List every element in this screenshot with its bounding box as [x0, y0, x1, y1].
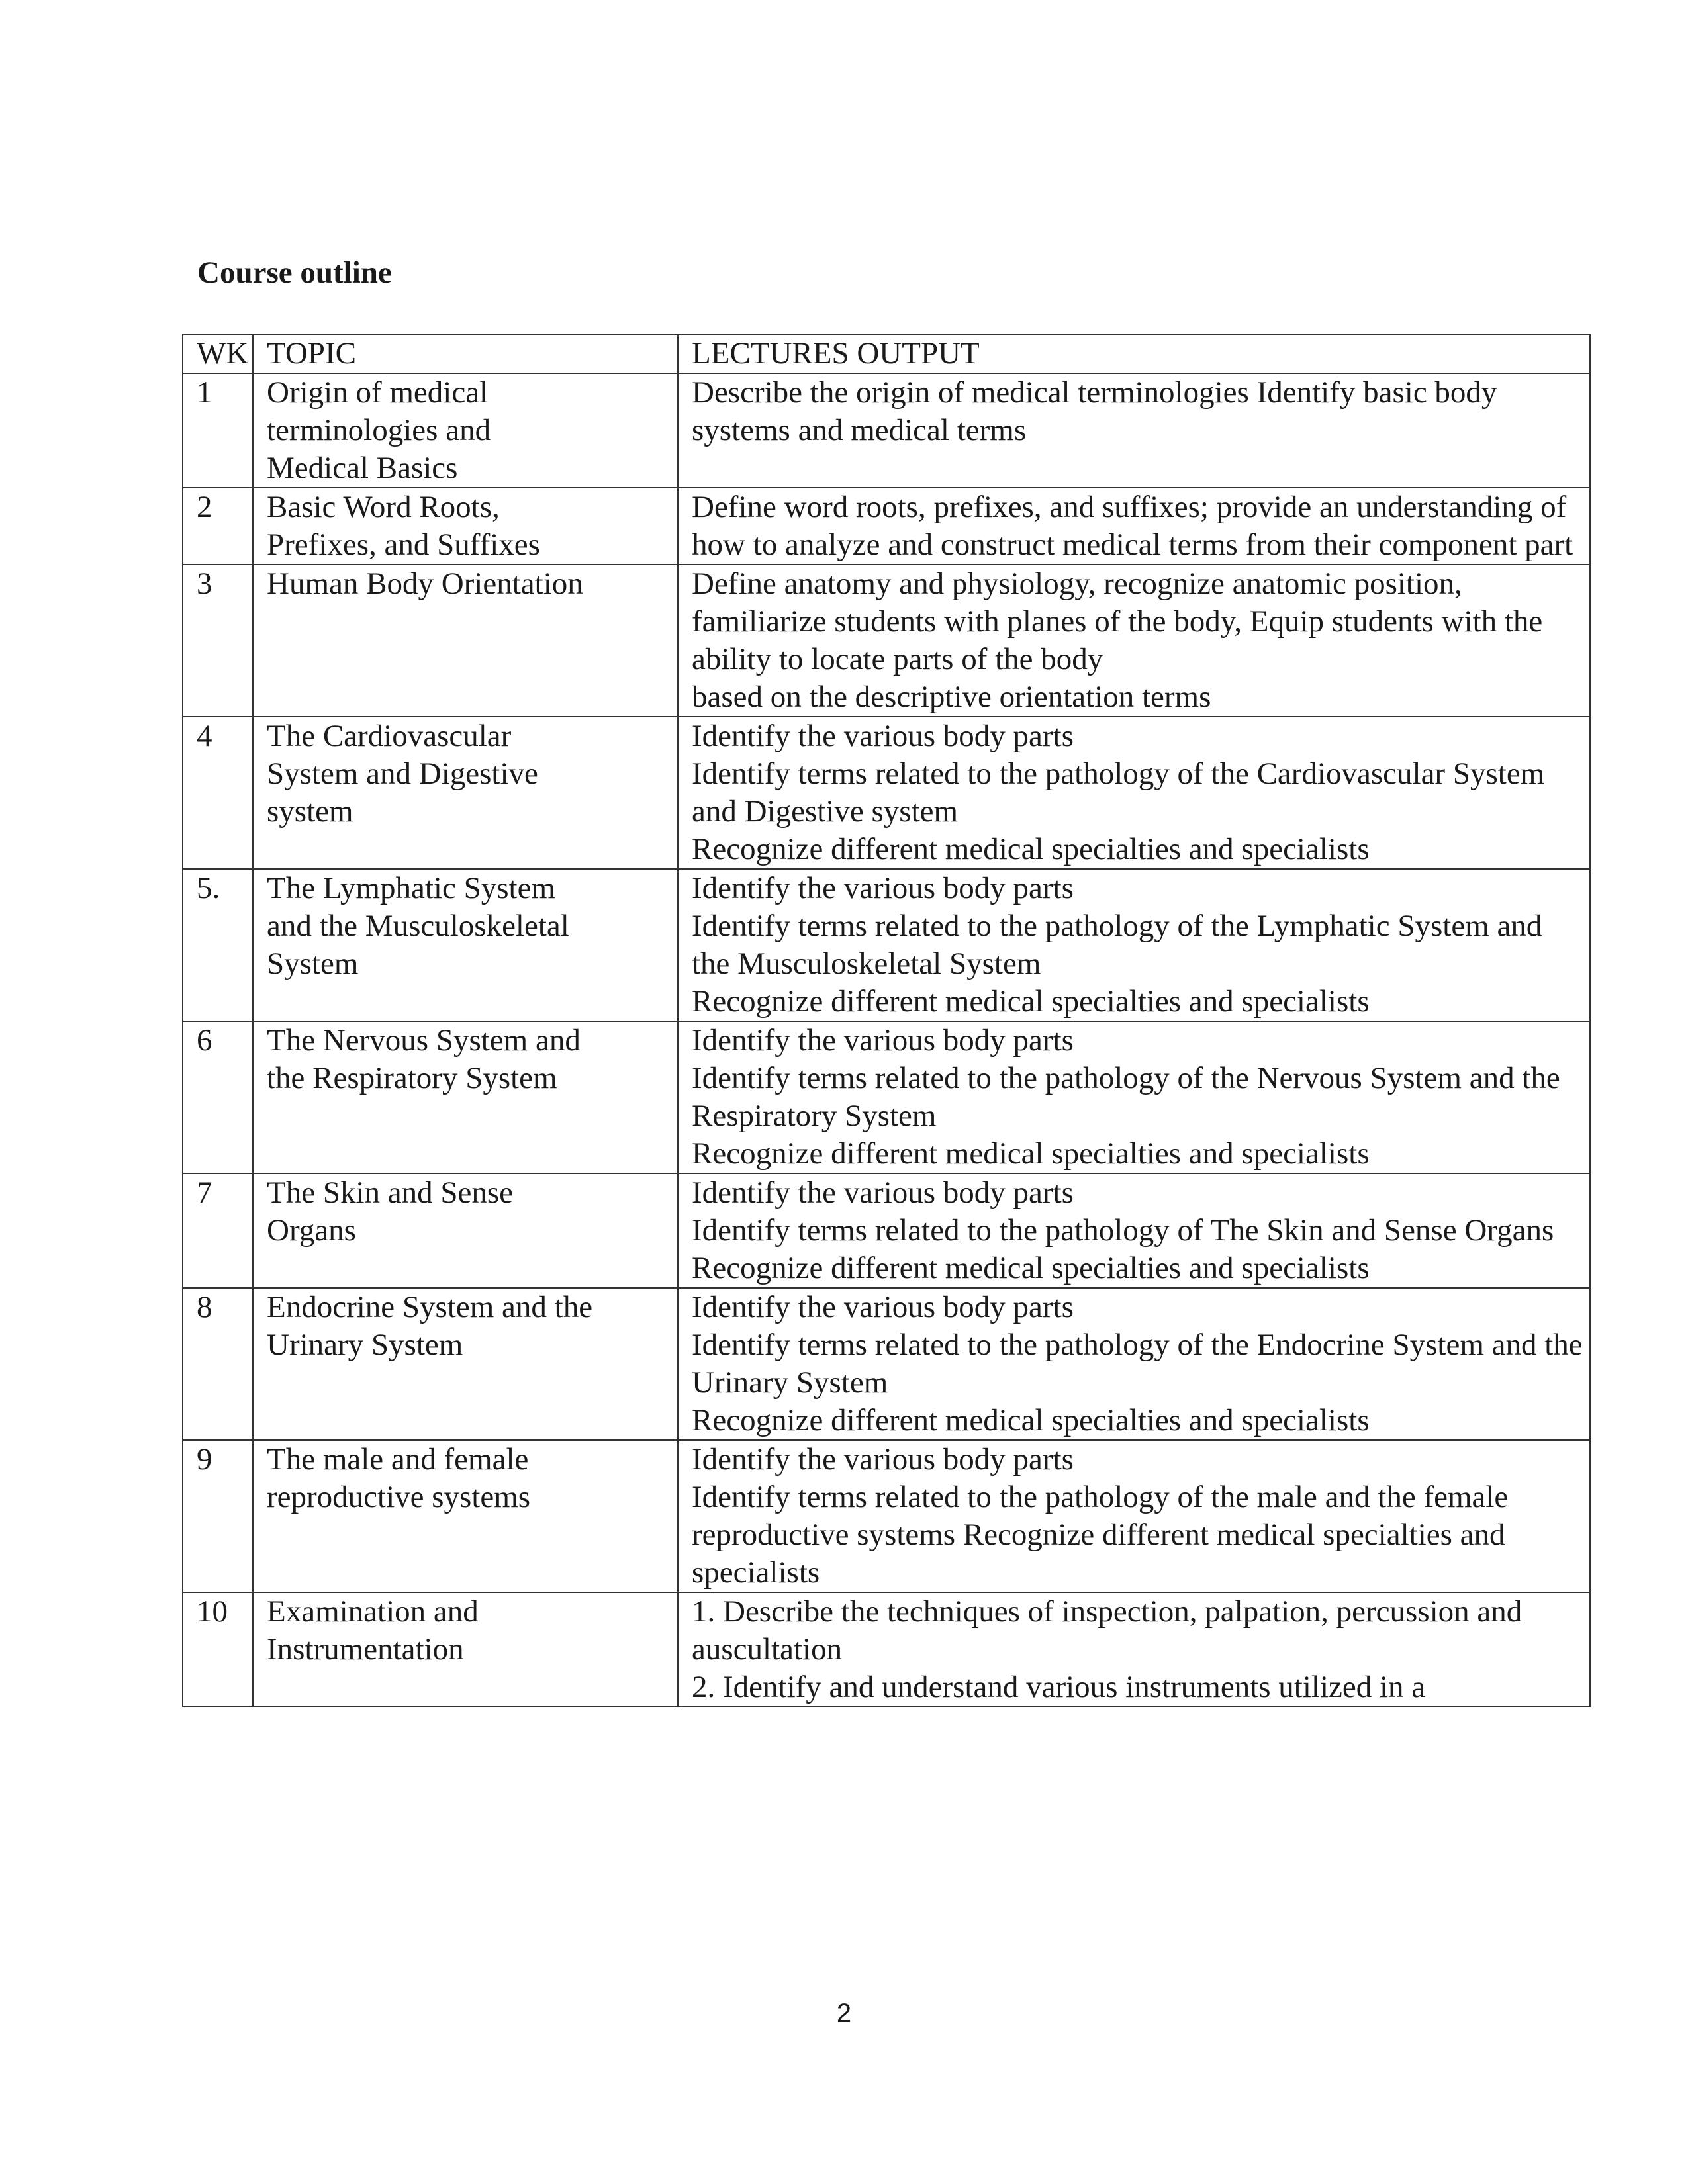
lecture-output-line: Identify the various body parts	[692, 1175, 1074, 1210]
week-number-cell: 7	[183, 1173, 253, 1288]
lecture-output-cell	[678, 717, 1590, 869]
lecture-output-line: based on the descriptive orientation terms	[692, 680, 1211, 714]
week-number-cell: 6	[183, 1021, 253, 1173]
topic-cell: The Skin and Sense Organs	[253, 1173, 678, 1288]
table-row	[183, 1440, 1590, 1592]
lecture-output-cell	[678, 869, 1590, 1021]
lecture-output-line: Identify terms related to the pathology of The Skin and Sense Organs	[692, 1213, 1554, 1248]
week-number-cell: 2	[183, 488, 253, 565]
lecture-output-line: Identify terms related to the pathology of the Cardiovascular System and Digestive system	[692, 756, 1545, 829]
lecture-output-line: Recognize different medical specialties and specialists	[692, 1403, 1370, 1437]
week-number-cell: 3	[183, 565, 253, 717]
lecture-output-cell	[678, 1592, 1590, 1707]
page-number: 2	[836, 1999, 852, 2028]
topic-cell: The Cardiovascular System and Digestive system	[253, 717, 678, 869]
lecture-output-cell	[678, 1173, 1590, 1288]
lecture-output-line: Recognize different medical specialties and specialists	[692, 832, 1370, 866]
week-number-cell: 8	[183, 1288, 253, 1440]
lecture-output-line: Define anatomy and physiology, recognize anatomic position, familiarize students with planes of the body, Equip students with the ability to locate parts of the body	[692, 567, 1543, 676]
week-number-cell: 1	[183, 373, 253, 488]
table-row	[183, 373, 1590, 488]
topic-cell: Origin of medical terminologies and Medical Basics	[253, 373, 678, 488]
topic-cell: The Nervous System and the Respiratory System	[253, 1021, 678, 1173]
topic-cell: The Lymphatic System and the Musculoskeletal System	[253, 869, 678, 1021]
lecture-output-line: Describe the origin of medical terminologies Identify basic body systems and medical terms	[692, 375, 1497, 447]
topic-cell: Endocrine System and the Urinary System	[253, 1288, 678, 1440]
table-row	[183, 1021, 1590, 1173]
lecture-output-line: Identify terms related to the pathology of the Endocrine System and the Urinary System	[692, 1328, 1583, 1400]
week-number-cell: 10	[183, 1592, 253, 1707]
lecture-output-line: Recognize different medical specialties and specialists	[692, 984, 1370, 1019]
lecture-output-cell	[678, 1021, 1590, 1173]
topic-cell: Human Body Orientation	[253, 565, 678, 717]
course-outline-table	[182, 334, 1591, 1707]
lecture-output-cell	[678, 373, 1590, 488]
column-header-output: LECTURES OUTPUT	[678, 334, 1590, 373]
topic-cell: Examination and Instrumentation	[253, 1592, 678, 1707]
table-row	[183, 565, 1590, 717]
page-title: Course outline	[197, 255, 392, 290]
column-header-wk: WK	[183, 334, 253, 373]
table-row	[183, 1173, 1590, 1288]
week-number-cell: 4	[183, 717, 253, 869]
lecture-output-line: Identify the various body parts	[692, 1023, 1074, 1058]
lecture-output-line: Define word roots, prefixes, and suffixes; provide an understanding of how to analyze and construct medical terms from their component part	[692, 490, 1573, 562]
lecture-output-line: Identify the various body parts	[692, 719, 1074, 753]
week-number-cell: 5.	[183, 869, 253, 1021]
table-header-row	[183, 334, 1590, 373]
lecture-output-line: Recognize different medical specialties and specialists	[692, 1251, 1370, 1285]
lecture-output-line: 2. Identify and understand various instruments utilized in a	[692, 1670, 1426, 1704]
lecture-output-line: Recognize different medical specialties and specialists	[692, 1136, 1370, 1171]
table-row	[183, 1592, 1590, 1707]
column-header-topic: TOPIC	[253, 334, 678, 373]
lecture-output-cell	[678, 1288, 1590, 1440]
table-body	[183, 373, 1590, 1707]
topic-cell: The male and female reproductive systems	[253, 1440, 678, 1592]
lecture-output-cell	[678, 565, 1590, 717]
lecture-output-line: Identify the various body parts	[692, 1290, 1074, 1324]
table-row	[183, 717, 1590, 869]
topic-cell: Basic Word Roots, Prefixes, and Suffixes	[253, 488, 678, 565]
lecture-output-line: Identify terms related to the pathology of the Nervous System and the Respiratory System	[692, 1061, 1560, 1133]
lecture-output-line: 1. Describe the techniques of inspection, palpation, percussion and auscultation	[692, 1594, 1523, 1666]
week-number-cell: 9	[183, 1440, 253, 1592]
lecture-output-cell	[678, 488, 1590, 565]
lecture-output-line: Identify terms related to the pathology of the male and the female reproductive systems Recognize different medical specialties and specialists	[692, 1480, 1509, 1590]
table-row	[183, 488, 1590, 565]
table-row	[183, 869, 1590, 1021]
lecture-output-line: Identify the various body parts	[692, 871, 1074, 905]
table-row	[183, 1288, 1590, 1440]
lecture-output-line: Identify terms related to the pathology of the Lymphatic System and the Musculoskeletal System	[692, 909, 1542, 981]
lecture-output-cell	[678, 1440, 1590, 1592]
lecture-output-line: Identify the various body parts	[692, 1442, 1074, 1477]
